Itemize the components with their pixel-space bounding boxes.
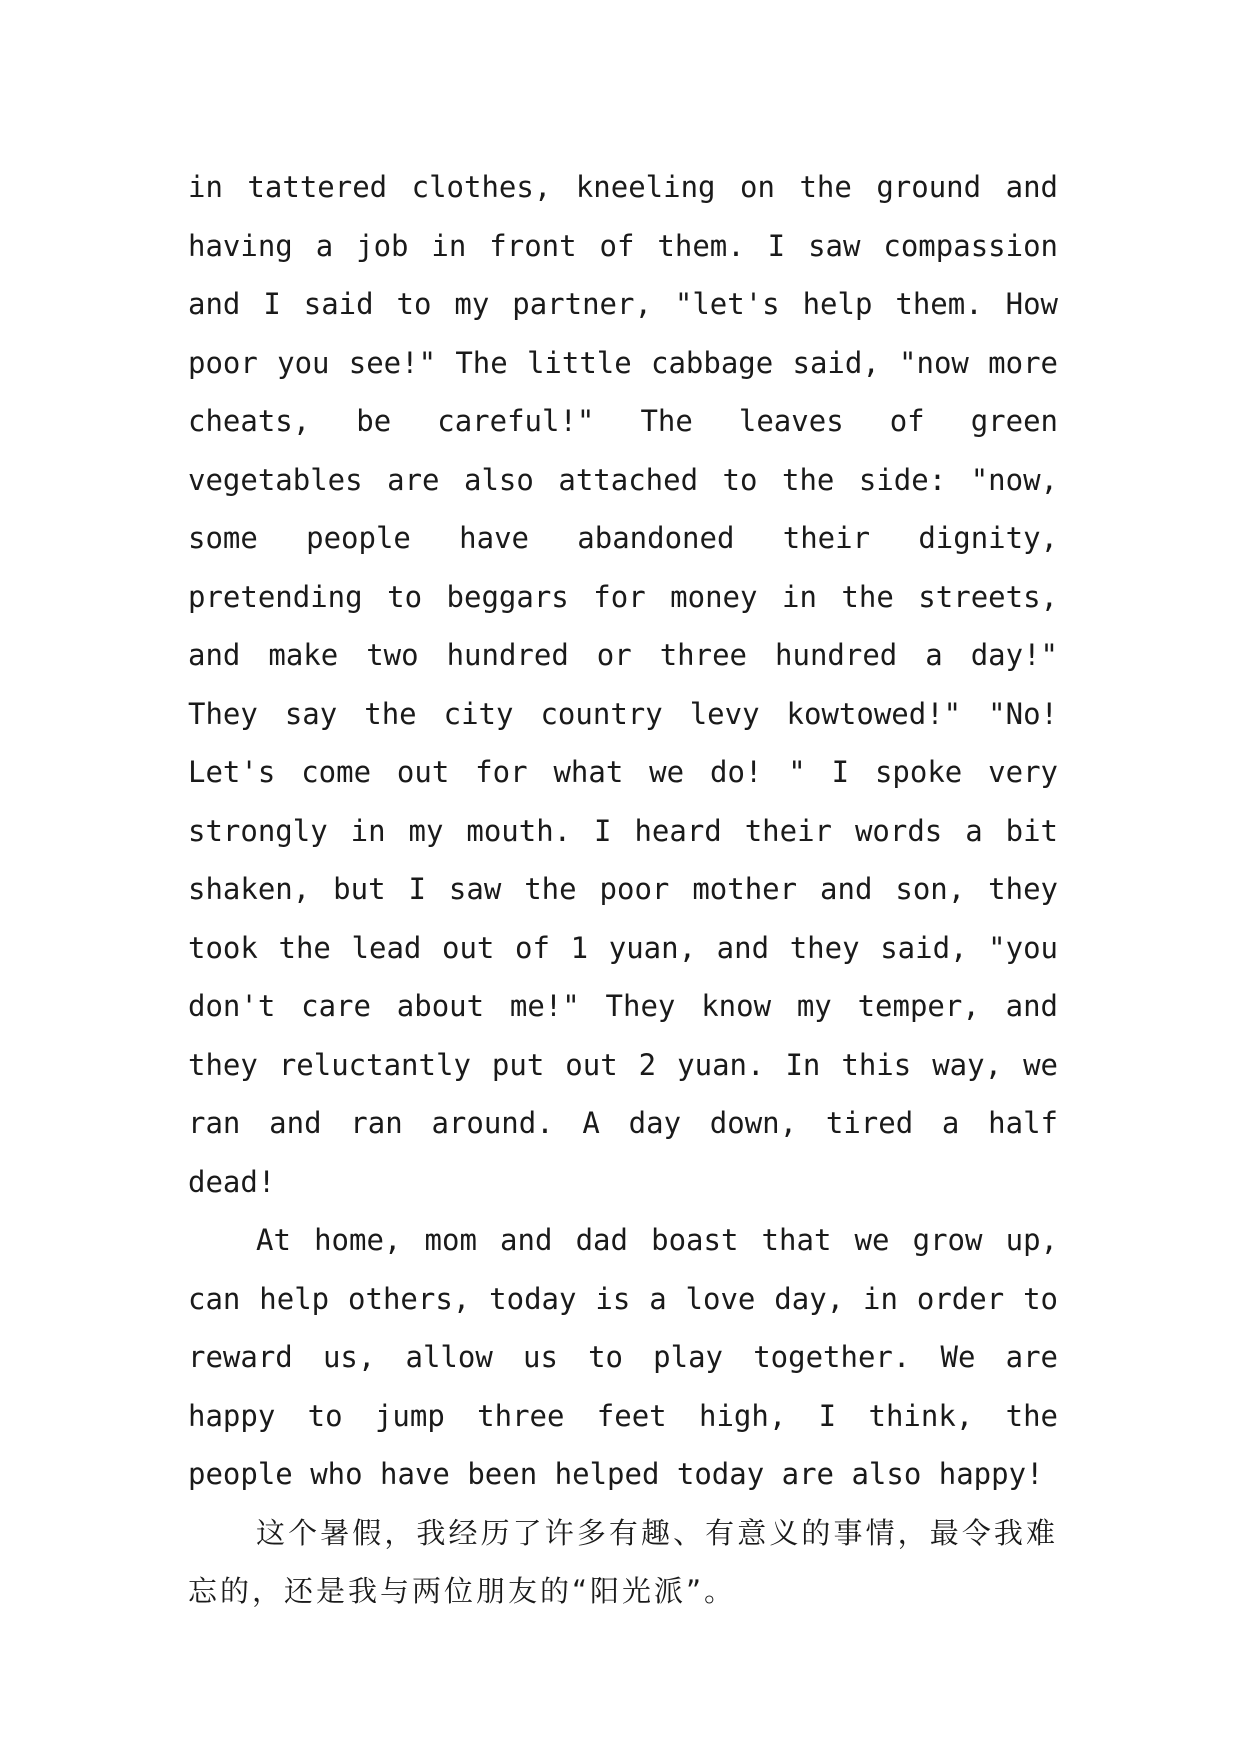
document-body	[188, 158, 1058, 1621]
paragraph-continuation: in tattered clothes, kneeling on the ground and having a job in front of them. I saw compassion and I said to my partner, "let's help them. How poor you see!" The little cabbage said, "now more cheats, be careful!" The leaves of green vegetables are also attached to the side: "now, some people have abandoned their dignity, pretending to beggars for money in the streets, and make two hundred or three hundred a day!" They say the city country levy kowtowed!" "No! Let's come out for what we do! " I spoke very strongly in my mouth. I heard their words a bit shaken, but I saw the poor mother and son, they took the lead out of 1 yuan, and they said, "you don't care about me!" They know my temper, and they reluctantly put out 2 yuan. In this way, we ran and ran around. A day down, tired a half dead!	[188, 170, 1058, 1199]
paragraph-summer-vacation: 这个暑假，我经历了许多有趣、有意义的事情，最令我难忘的，还是我与两位朋友的“阳光派”。	[188, 1515, 1058, 1608]
paragraph-at-home: At home, mom and dad boast that we grow up, can help others, today is a love day, in order to reward us, allow us to play together. We are happy to jump three feet high, I think, the people who have been helped today are also happy!	[188, 1223, 1058, 1491]
